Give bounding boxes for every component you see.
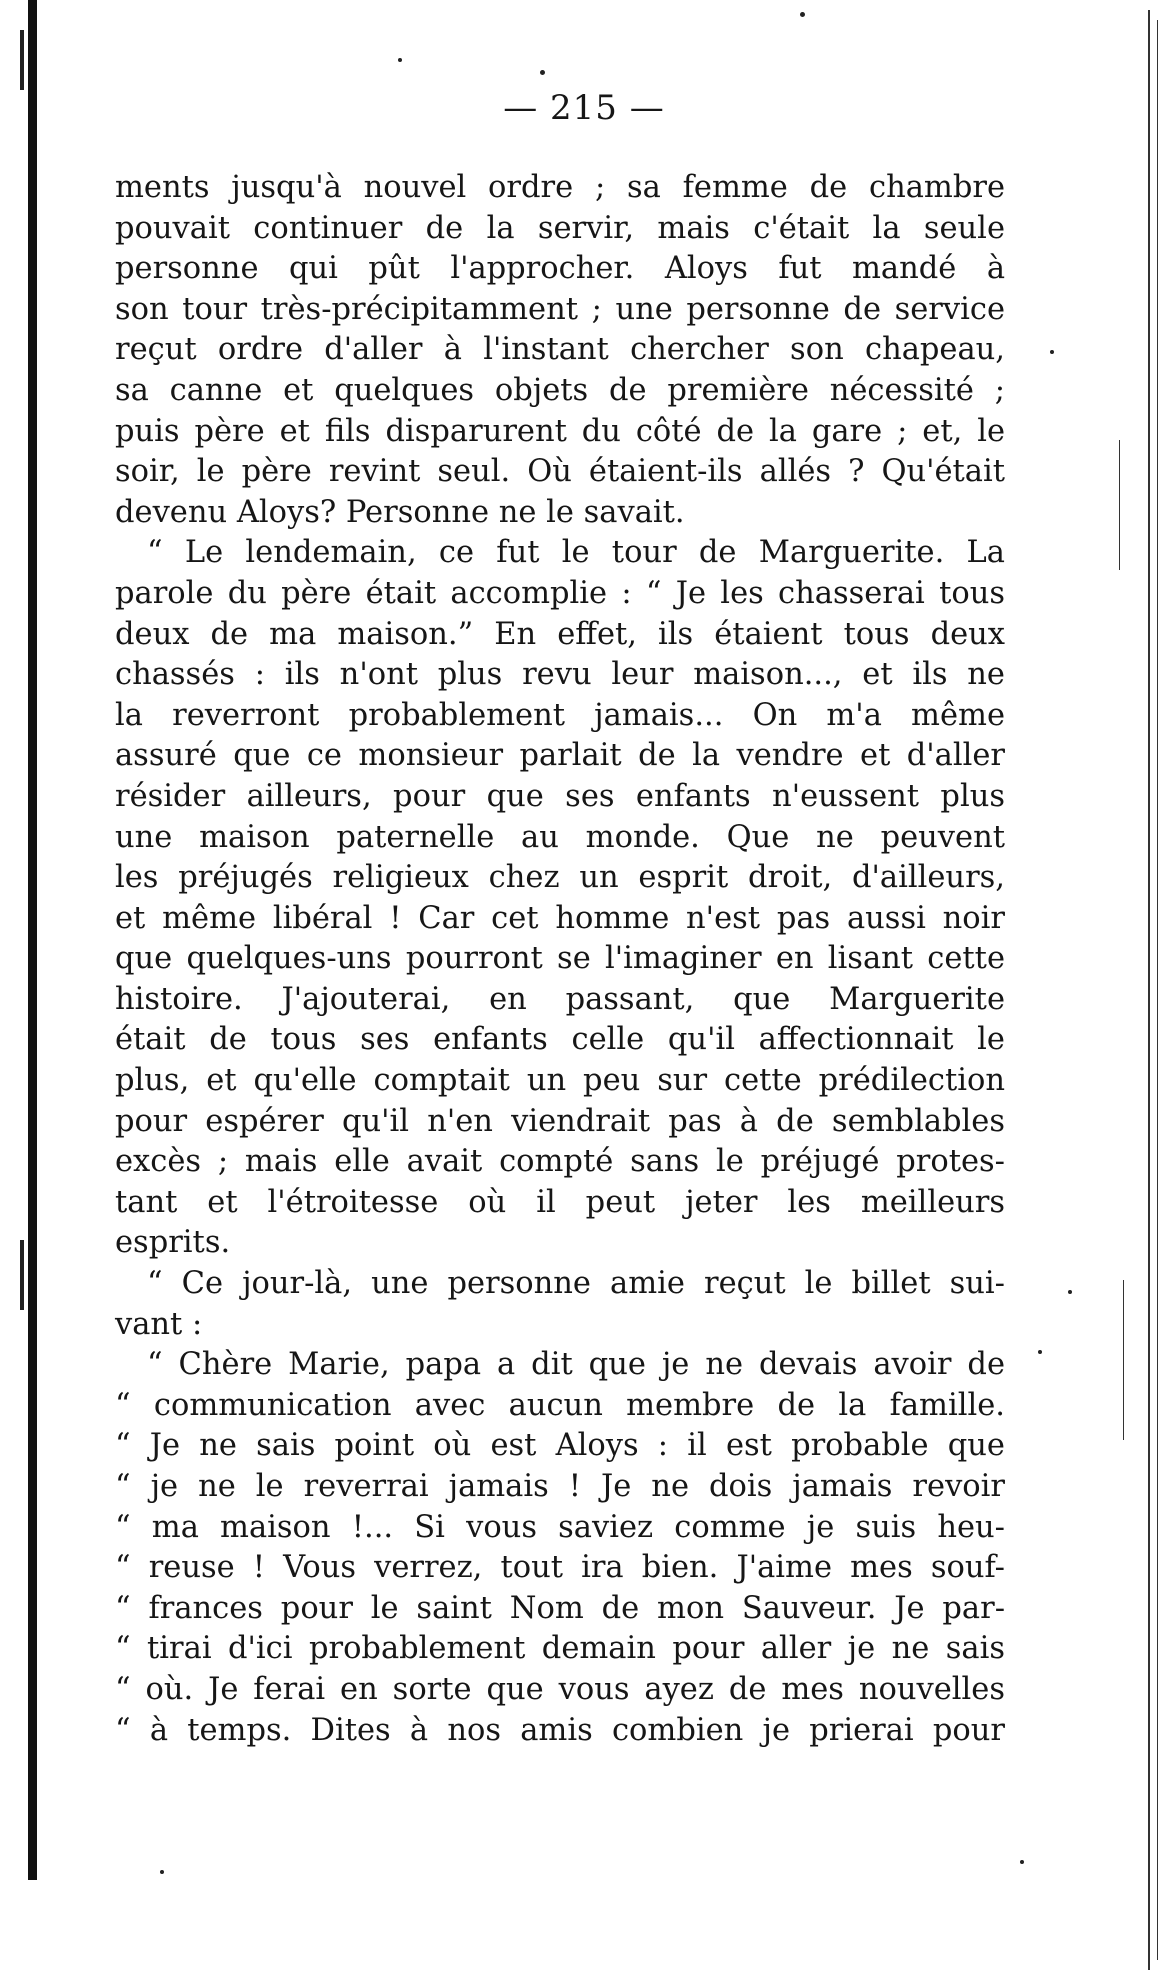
- binding-shadow: [28, 0, 37, 1880]
- text-line: tant et l'étroitesse où il peut jeter les meilleurs: [115, 1184, 1005, 1220]
- text-line: “ je ne le reverrai jamais ! Je ne dois jamais revoir: [115, 1469, 1005, 1504]
- scan-speck: [540, 70, 545, 75]
- text-line: assuré que ce monsieur parlait de la vendre et d'aller: [115, 738, 1005, 774]
- text-line: les préjugés religieux chez un esprit droit, d'ailleurs,: [115, 860, 1005, 896]
- text-line: pouvait continuer de la servir, mais c'était la seule: [115, 210, 1005, 246]
- scan-speck: [1068, 1290, 1072, 1294]
- scan-speck: [398, 58, 402, 62]
- text-line: “ frances pour le saint Nom de mon Sauveur. Je par-: [115, 1590, 1005, 1626]
- text-line: “ Ce jour-là, une personne amie reçut le billet sui-: [147, 1266, 1005, 1302]
- text-line: devenu Aloys? Personne ne le savait.: [115, 494, 685, 530]
- text-line: deux de ma maison.” En effet, ils étaient tous deux: [115, 616, 1005, 652]
- scan-speck: [160, 1870, 164, 1874]
- text-line: “ Je ne sais point où est Aloys : il est probable que: [115, 1428, 1005, 1464]
- text-line: et même libéral ! Car cet homme n'est pas aussi noir: [115, 900, 1005, 936]
- text-line: sa canne et quelques objets de première nécessité ;: [115, 372, 1005, 408]
- text-line: soir, le père revint seul. Où étaient-ils allés ? Qu'était: [115, 454, 1005, 490]
- binding-edge: [0, 0, 34, 1974]
- text-line: “ où. Je ferai en sorte que vous ayez de mes nouvelles: [115, 1671, 1005, 1707]
- text-line: chassés : ils n'ont plus revu leur maison..., et ils ne: [115, 657, 1005, 693]
- binding-mark: [20, 30, 24, 90]
- text-line: parole du père était accomplie : “ Je les chasserai tous: [115, 575, 1005, 611]
- text-line: résider ailleurs, pour que ses enfants n'eussent plus: [115, 778, 1005, 814]
- text-line: “ tirai d'ici probablement demain pour aller je ne sais: [115, 1631, 1005, 1667]
- edge-rule: [1119, 440, 1120, 570]
- text-line: “ à temps. Dites à nos amis combien je prierai pour: [115, 1712, 1005, 1748]
- text-line: était de tous ses enfants celle qu'il affectionnait le: [115, 1022, 1005, 1058]
- text-line: une maison paternelle au monde. Que ne peuvent: [115, 819, 1005, 855]
- text-line: la reverront probablement jamais... On m'a même: [115, 697, 1005, 733]
- text-line: “ reuse ! Vous verrez, tout ira bien. J'aime mes souf-: [115, 1550, 1005, 1586]
- text-line: “ communication avec aucun membre de la famille.: [115, 1387, 1005, 1423]
- text-line: pour espérer qu'il n'en viendrait pas à de semblables: [115, 1103, 1005, 1139]
- scan-speck: [1020, 1860, 1024, 1864]
- text-line: esprits.: [115, 1225, 231, 1261]
- text-line: que quelques-uns pourront se l'imaginer en lisant cette: [115, 941, 1005, 977]
- text-line: ments jusqu'à nouvel ordre ; sa femme de chambre: [115, 170, 1005, 205]
- scan-speck: [1038, 1350, 1042, 1354]
- text-line: histoire. J'ajouterai, en passant, que Marguerite: [115, 981, 1005, 1017]
- text-line: son tour très-précipitamment ; une personne de service: [115, 291, 1005, 327]
- text-line: reçut ordre d'aller à l'instant chercher son chapeau,: [115, 332, 1005, 368]
- text-line: “ Le lendemain, ce fut le tour de Marguerite. La: [147, 535, 1005, 571]
- text-line: puis père et fils disparurent du côté de la gare ; et, le: [115, 413, 1005, 449]
- text-line: personne qui pût l'approcher. Aloys fut mandé à: [115, 251, 1005, 287]
- text-line: “ ma maison !... Si vous saviez comme je suis heu-: [115, 1509, 1005, 1545]
- edge-rule: [1148, 10, 1150, 1970]
- edge-rule: [1157, 20, 1158, 1960]
- text-line: excès ; mais elle avait compté sans le préjugé protes-: [115, 1144, 1005, 1180]
- scan-speck: [800, 12, 805, 17]
- text-line: vant :: [115, 1306, 203, 1342]
- page-number: — 215 —: [503, 88, 665, 128]
- edge-rule: [1123, 1280, 1124, 1440]
- binding-mark: [20, 1240, 24, 1310]
- text-line: plus, et qu'elle comptait un peu sur cette prédilection: [115, 1063, 1005, 1099]
- text-line: “ Chère Marie, papa a dit que je ne devais avoir de: [147, 1347, 1005, 1383]
- scan-speck: [1050, 350, 1054, 354]
- right-page-edge: [1108, 0, 1168, 1974]
- body-text: [115, 168, 1005, 1751]
